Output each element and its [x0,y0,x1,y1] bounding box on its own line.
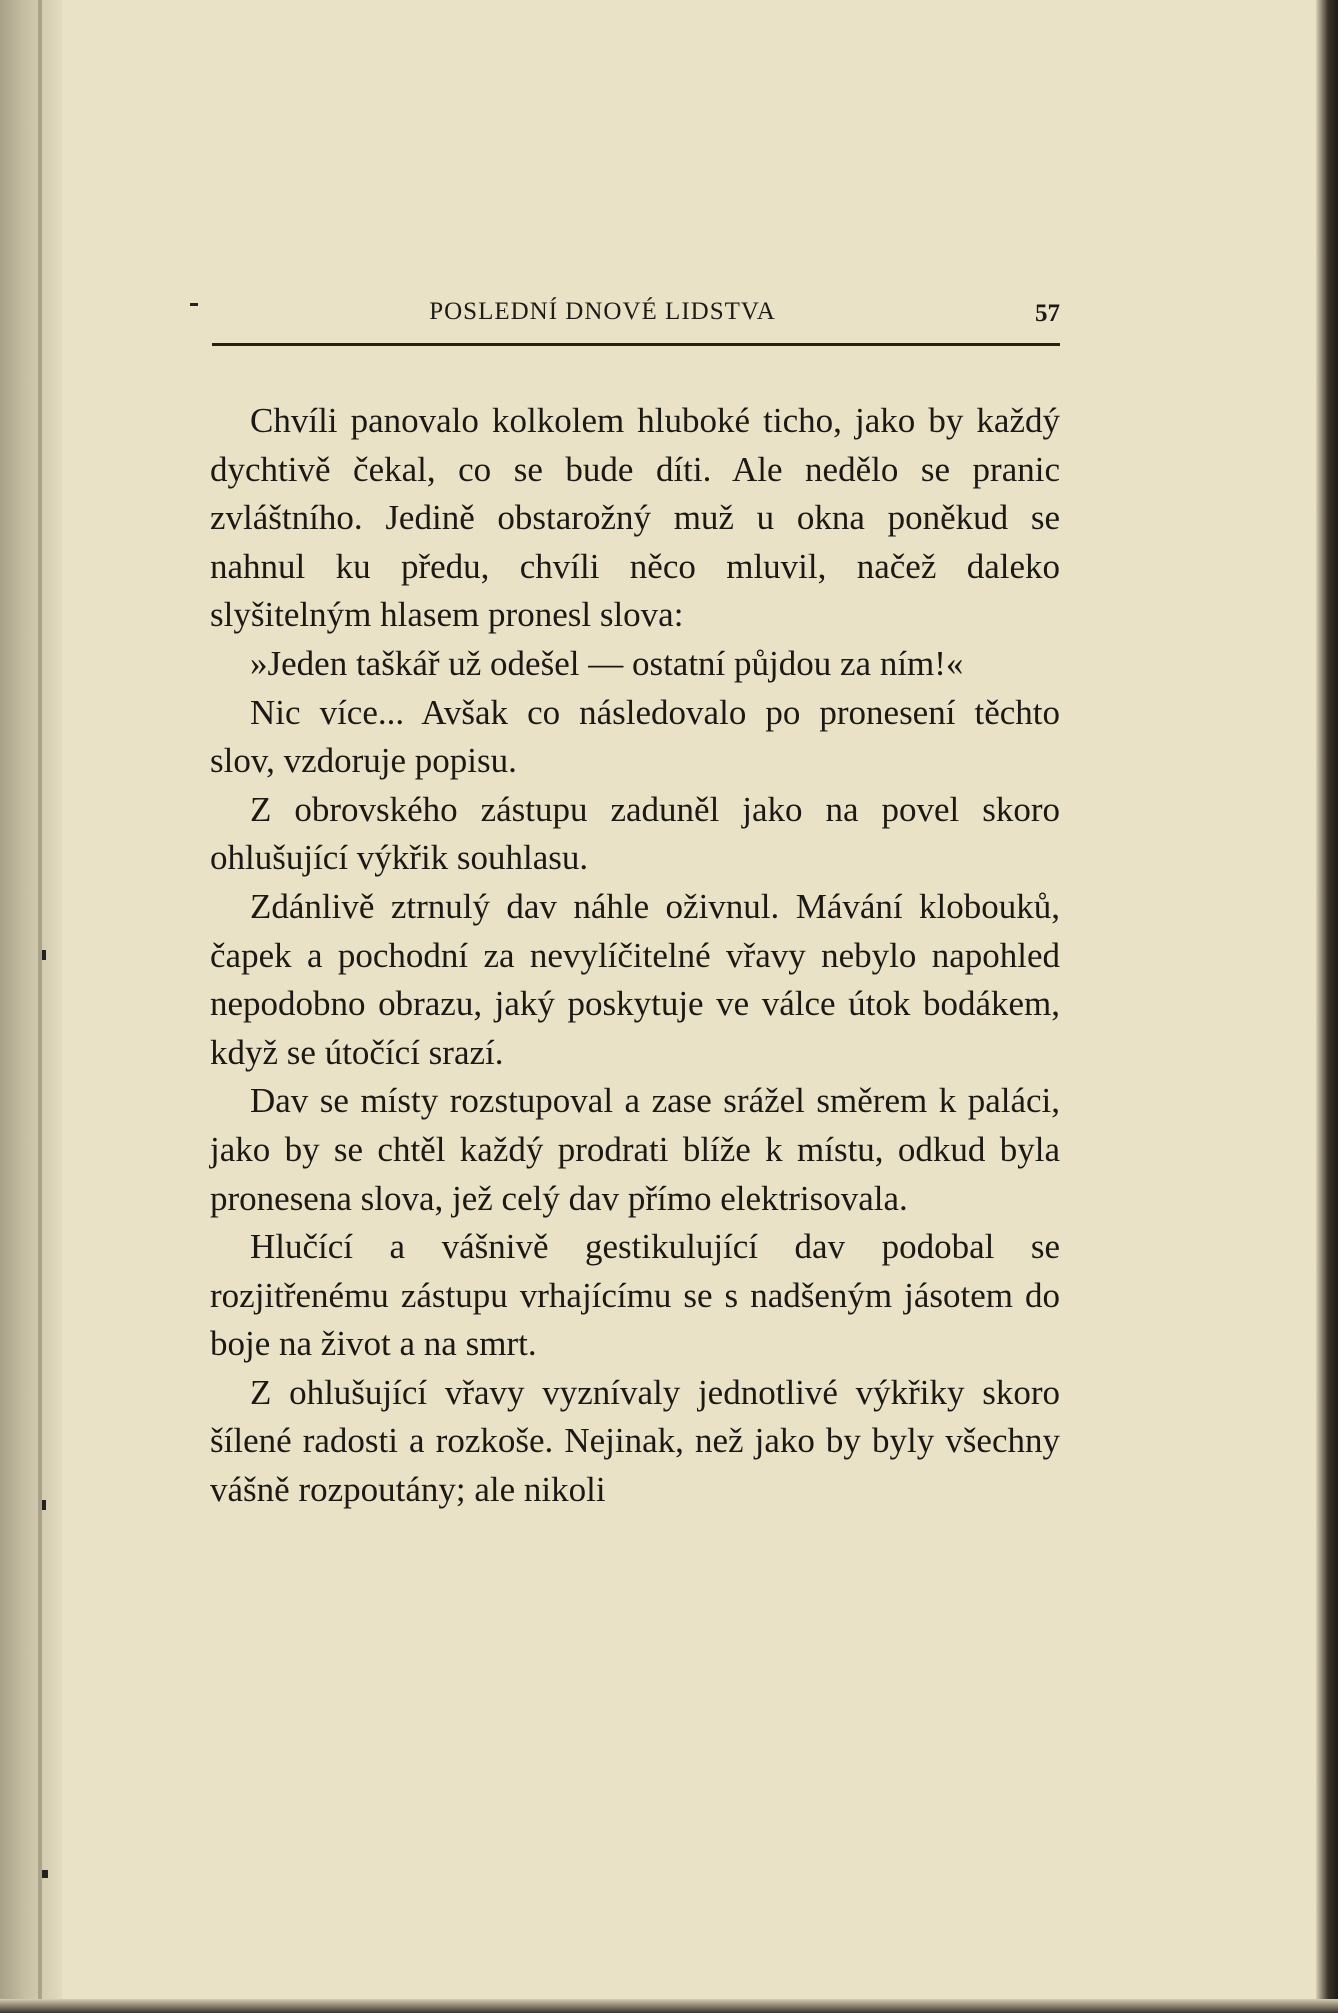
page-edge-right [1316,0,1338,2013]
paragraph: Dav se místy rozstupoval a zase srážel směrem k paláci, jako by se chtěl každý prodrati blíže k místu, odkud byla pronesena slova, jež celý dav přímo elektrisovala. [210,1081,1060,1218]
running-title: POSLEDNÍ DNOVÉ LIDSTVA [429,298,776,325]
ink-speck [42,1500,46,1510]
ink-speck [190,303,198,306]
header-rule [212,343,1060,346]
page-edge-bottom [0,1999,1338,2013]
ink-speck [42,950,46,960]
body-text [210,397,1060,1515]
paragraph: Chvíli panovalo kolkolem hluboké ticho, jako by každý dychtivě čekal, co se bude díti. Ale nedělo se pranic zvláštního. Jedině obstarožný muž u okna poněkud se nahnul ku předu, chvíli něco mluvil, načež daleko slyšitelným hlasem pronesl slova: [210,401,1060,635]
ink-speck [42,1870,48,1878]
running-head [205,298,1060,340]
paragraph: Z ohlušující vřavy vyznívaly jednotlivé výkřiky skoro šílené radosti a rozkoše. Nejinak, než jako by byly všechny vášně rozpoutány; ale nikoli [210,1372,1060,1510]
gutter-shadow [0,0,62,2013]
spine-line [38,0,42,2013]
paragraph: Nic více... Avšak co následovalo po pronesení těchto slov, vzdoruje popisu. [210,692,1060,781]
paragraph: Zdánlivě ztrnulý dav náhle oživnul. Mávání klobouků, čapek a pochodní za nevylíčitelné vřavy nebylo napohled nepodobno obrazu, jaký poskytuje ve válce útok bodákem, když se útočící srazí. [210,886,1060,1072]
paragraph: Hlučící a vášnivě gestikulující dav podobal se rozjitřenému zástupu vrhajícímu se s nadšeným jásotem do boje na život a na smrt. [210,1227,1060,1364]
paragraph: »Jeden taškář už odešel — ostatní půjdou za ním!« [250,643,964,683]
page-number: 57 [1035,300,1060,327]
paragraph: Z obrovského zástupu zaduněl jako na povel skoro ohlušující výkřik souhlasu. [210,789,1060,878]
